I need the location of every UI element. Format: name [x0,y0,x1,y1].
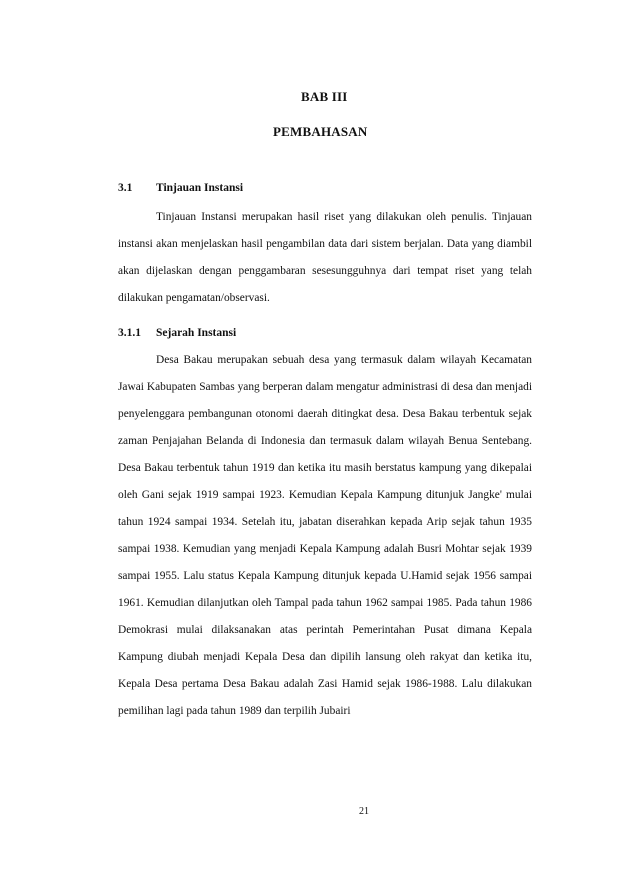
section-title: Tinjauan Instansi [156,182,244,194]
subsection-title: Sejarah Instansi [156,327,237,339]
section-paragraph-3-1-1: Desa Bakau merupakan sebuah desa yang termasuk dalam wilayah Kecamatan Jawai Kabupaten Sambas yang berperan dalam mengatur administrasi di desa dan menjadi penyelenggara pembangunan otonomi daerah ditingkat desa. Desa Bakau terbentuk sejak zaman Penjajahan Belanda di Indonesia dan termasuk dalam wilayah Benua Sentebang. Desa Bakau terbentuk tahun 1919 dan ketika itu masih berstatus kampung yang dikepalai oleh Gani sejak 1919 sampai 1923. Kemudian Kepala Kampung ditunjuk Jangke' mulai tahun 1924 sampai 1934. Setelah itu, jabatan diserahkan kepada Arip sejak tahun 1935 sampai 1938. Kemudian yang menjadi Kepala Kampung adalah Busri Mohtar sejak 1939 sampai 1955. Lalu status Kepala Kampung ditunjuk kepada U.Hamid sejak 1956 sampai 1961. Kemudian dilanjutkan oleh Tampal pada tahun 1962 sampai 1985. Pada tahun 1986 Demokrasi mulai dilaksanakan atas perintah Pemerintahan Pusat dimana Kepala Kampung diubah menjadi Kepala Desa dan dipilih lansung oleh rakyat dan ketika itu, Kepala Desa pertama Desa Bakau adalah Zasi Hamid sejak 1986-1988. Lalu dilakukan pemilihan lagi pada tahun 1989 dan terpilih Jubairi [118,354,532,717]
section-heading-3-1-1 [118,327,236,339]
subsection-number: 3.1.1 [118,327,141,339]
section-number: 3.1 [118,182,133,194]
page-number: 21 [359,806,369,817]
chapter-number: BAB III [301,89,348,104]
section-heading-3-1 [118,182,243,194]
section-paragraph-3-1: Tinjauan Instansi merupakan hasil riset yang dilakukan oleh penulis. Tinjauan instansi akan menjelaskan hasil pengambilan data dari sistem berjalan. Data yang diambil akan dijelaskan dengan penggambaran sesesungguhnya dari tempat riset yang telah dilakukan pengamatan/observasi. [118,211,532,304]
chapter-title: PEMBAHASAN [273,124,368,139]
